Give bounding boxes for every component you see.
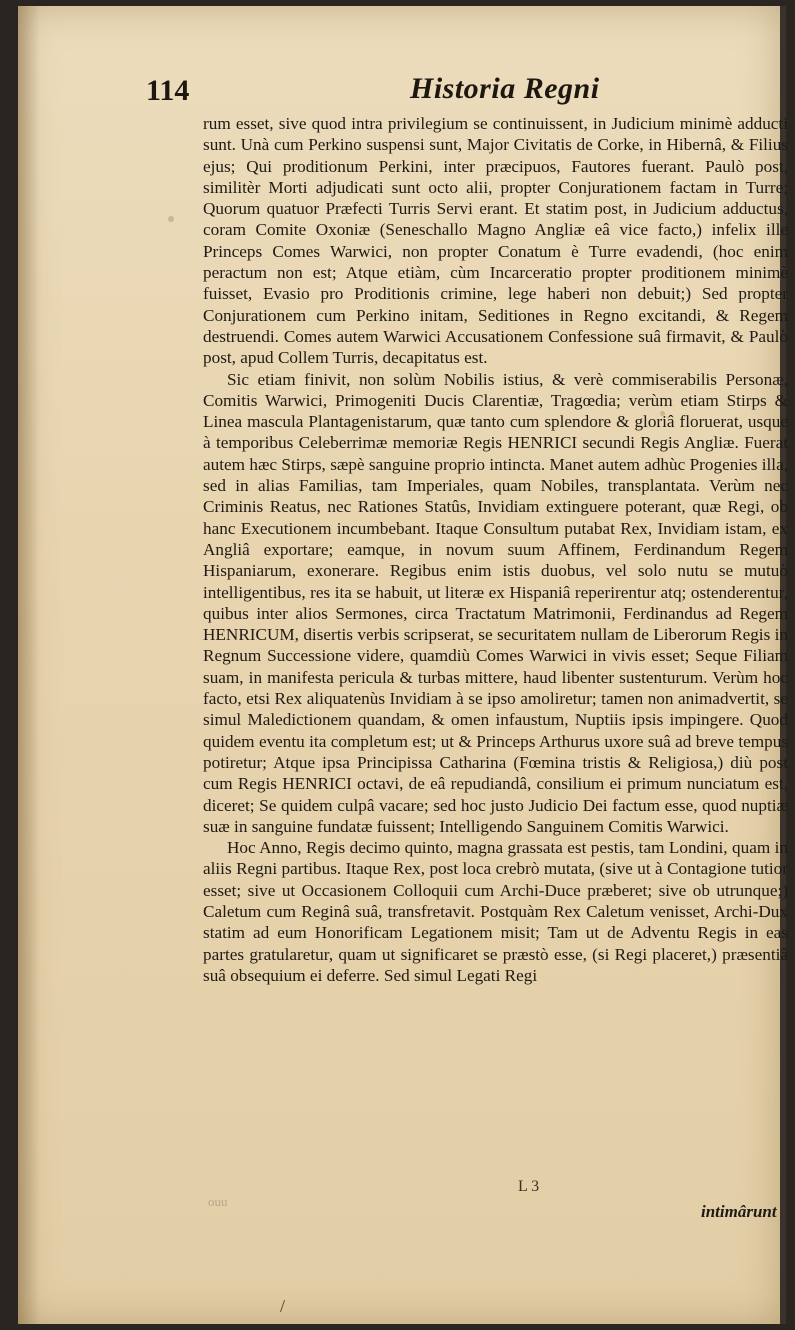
paragraph: Hoc Anno, Regis decimo quinto, magna grassata est pestis, tam Londini, quam in aliis Regni partibus. Itaque Rex, post loca crebrò mutata, (sive ut à Contagione tutior esset; sive ut Occasionem Colloquii cum Archi-Duce præberet; sive ob utrunque;) Caletum cum Reginâ suâ, transfretavit. Postquàm Rex Caletum venisset, Archi-Dux statim ad eum Honorificam Legationem misit; Tam ut de Adventu Regis in eas partes gratularetur, quam ut significaret se præstò esse, (si Regi placeret,) præsentiâ suâ obsequium ei deferre. Sed simul Legati Regi bbox=[203, 838, 788, 985]
page-number: 114 bbox=[146, 74, 190, 107]
catchword: intimârunt bbox=[701, 1202, 777, 1221]
gutter-shadow bbox=[18, 6, 40, 1324]
paragraph: Sic etiam finivit, non solùm Nobilis istius, & verè commiserabilis Personæ, Comitis Warwici, Primogeniti Ducis Clarentiæ, Tragœdia; verùm etiam Stirps & Linea mascula Plantagenistarum, quæ tanto cum splendore & gloriâ floruerat, usque à temporibus Celeberrimæ memoriæ Regis HENRICI secundi Regis Angliæ. Fuerat autem hæc Stirps, sæpè sanguine proprio intincta. Manet autem adhùc Progenies illa, sed in alias Familias, tam Imperiales, quam Nobiles, transplantata. Verùm nec Criminis Reatus, nec Rationes Statûs, Invidiam extinguere poterant, quæ Regi, ob hanc Executionem incumbebant. Itaque Consultum putabat Rex, Invidiam istam, ex Angliâ exportare; eamque, in novum suum Affinem, Ferdinandum Regem Hispaniarum, exonerare. Regibus enim istis duobus, vel solo nutu se mutuò intelligentibus, res ita se habuit, ut literæ ex Hispaniâ reperirentur atq; ostenderentur, quibus inter alios Sermones, circa Tractatum Matrimonii, Ferdinandus ad Regem HENRICUM, disertis verbis scripserat, se securitatem nullam de Liberorum Regis in Regnum Successione videre, quamdiù Comes Warwici in vivis esset; Seque Filiam suam, in manifesta pericula & turbas mittere, haud libenter sustenturum. Verùm hoc facto, etsi Rex aliquatenùs Invidiam à se ipso amoliretur; tamen non animadvertit, se simul Maledictionem quandam, & omen infaustum, Nuptiis ipsis impingere. Quod quidem eventu ita completum est; ut & Princeps Arthurus uxore suâ ad breve tempus potiretur; Atque ipsa Principissa Catharina (Fœmina tristis & Religiosa,) diù post cum Regis HENRICI octavi, de eâ repudiandâ, consilium ei primum nunciatum est, diceret; Se quidem culpâ vacare; sed hoc justo Judicio Dei factum esse, quod nuptiæ suæ in sanguine fundatæ fuissent; Intelligendo Sanguinem Comitis Warwici. bbox=[203, 369, 788, 836]
paragraph: rum esset, sive quod intra privilegium se continuissent, in Judicium minimè adducti sunt. Unà cum Perkino suspensi sunt, Major Civitatis de Corke, in Hibernâ, & Filius ejus; Qui proditionum Perkini, inter præcipuos, Fautores fuerant. Paulò post, similitèr Morti adjudicati sunt octo alii, propter Conjurationem factam in Turre; Quorum quatuor Præfecti Turris Servi erant. Et statim post, in Judicium adductus, coram Comite Oxoniæ (Seneschallo Magno Angliæ eâ vice facto,) infelix ille Princeps Comes Warwici, non propter Conatum è Turre evadendi, (hoc enim peractum non est; Atque etiàm, cùm Incarceratio propter proditionem minimè fuisset, Evasio pro Proditionis crimine, lege haberi non debuit;) Sed propter Conjurationem cum Perkino initam, Seditiones in Regno excitandi, & Regem destruendi. Comes autem Warwici Accusationem Confessione suâ firmavit, & Paulò post, apud Collem Turris, decapitatus est. bbox=[203, 114, 788, 368]
running-title: Historia Regni bbox=[410, 72, 600, 105]
book-page bbox=[18, 6, 786, 1324]
stamp-ghost: ouu bbox=[208, 1194, 228, 1209]
foxing-spot bbox=[168, 216, 174, 222]
signature-mark: L 3 bbox=[518, 1178, 540, 1195]
pencil-mark: / bbox=[280, 1296, 286, 1316]
main-text bbox=[203, 113, 788, 986]
